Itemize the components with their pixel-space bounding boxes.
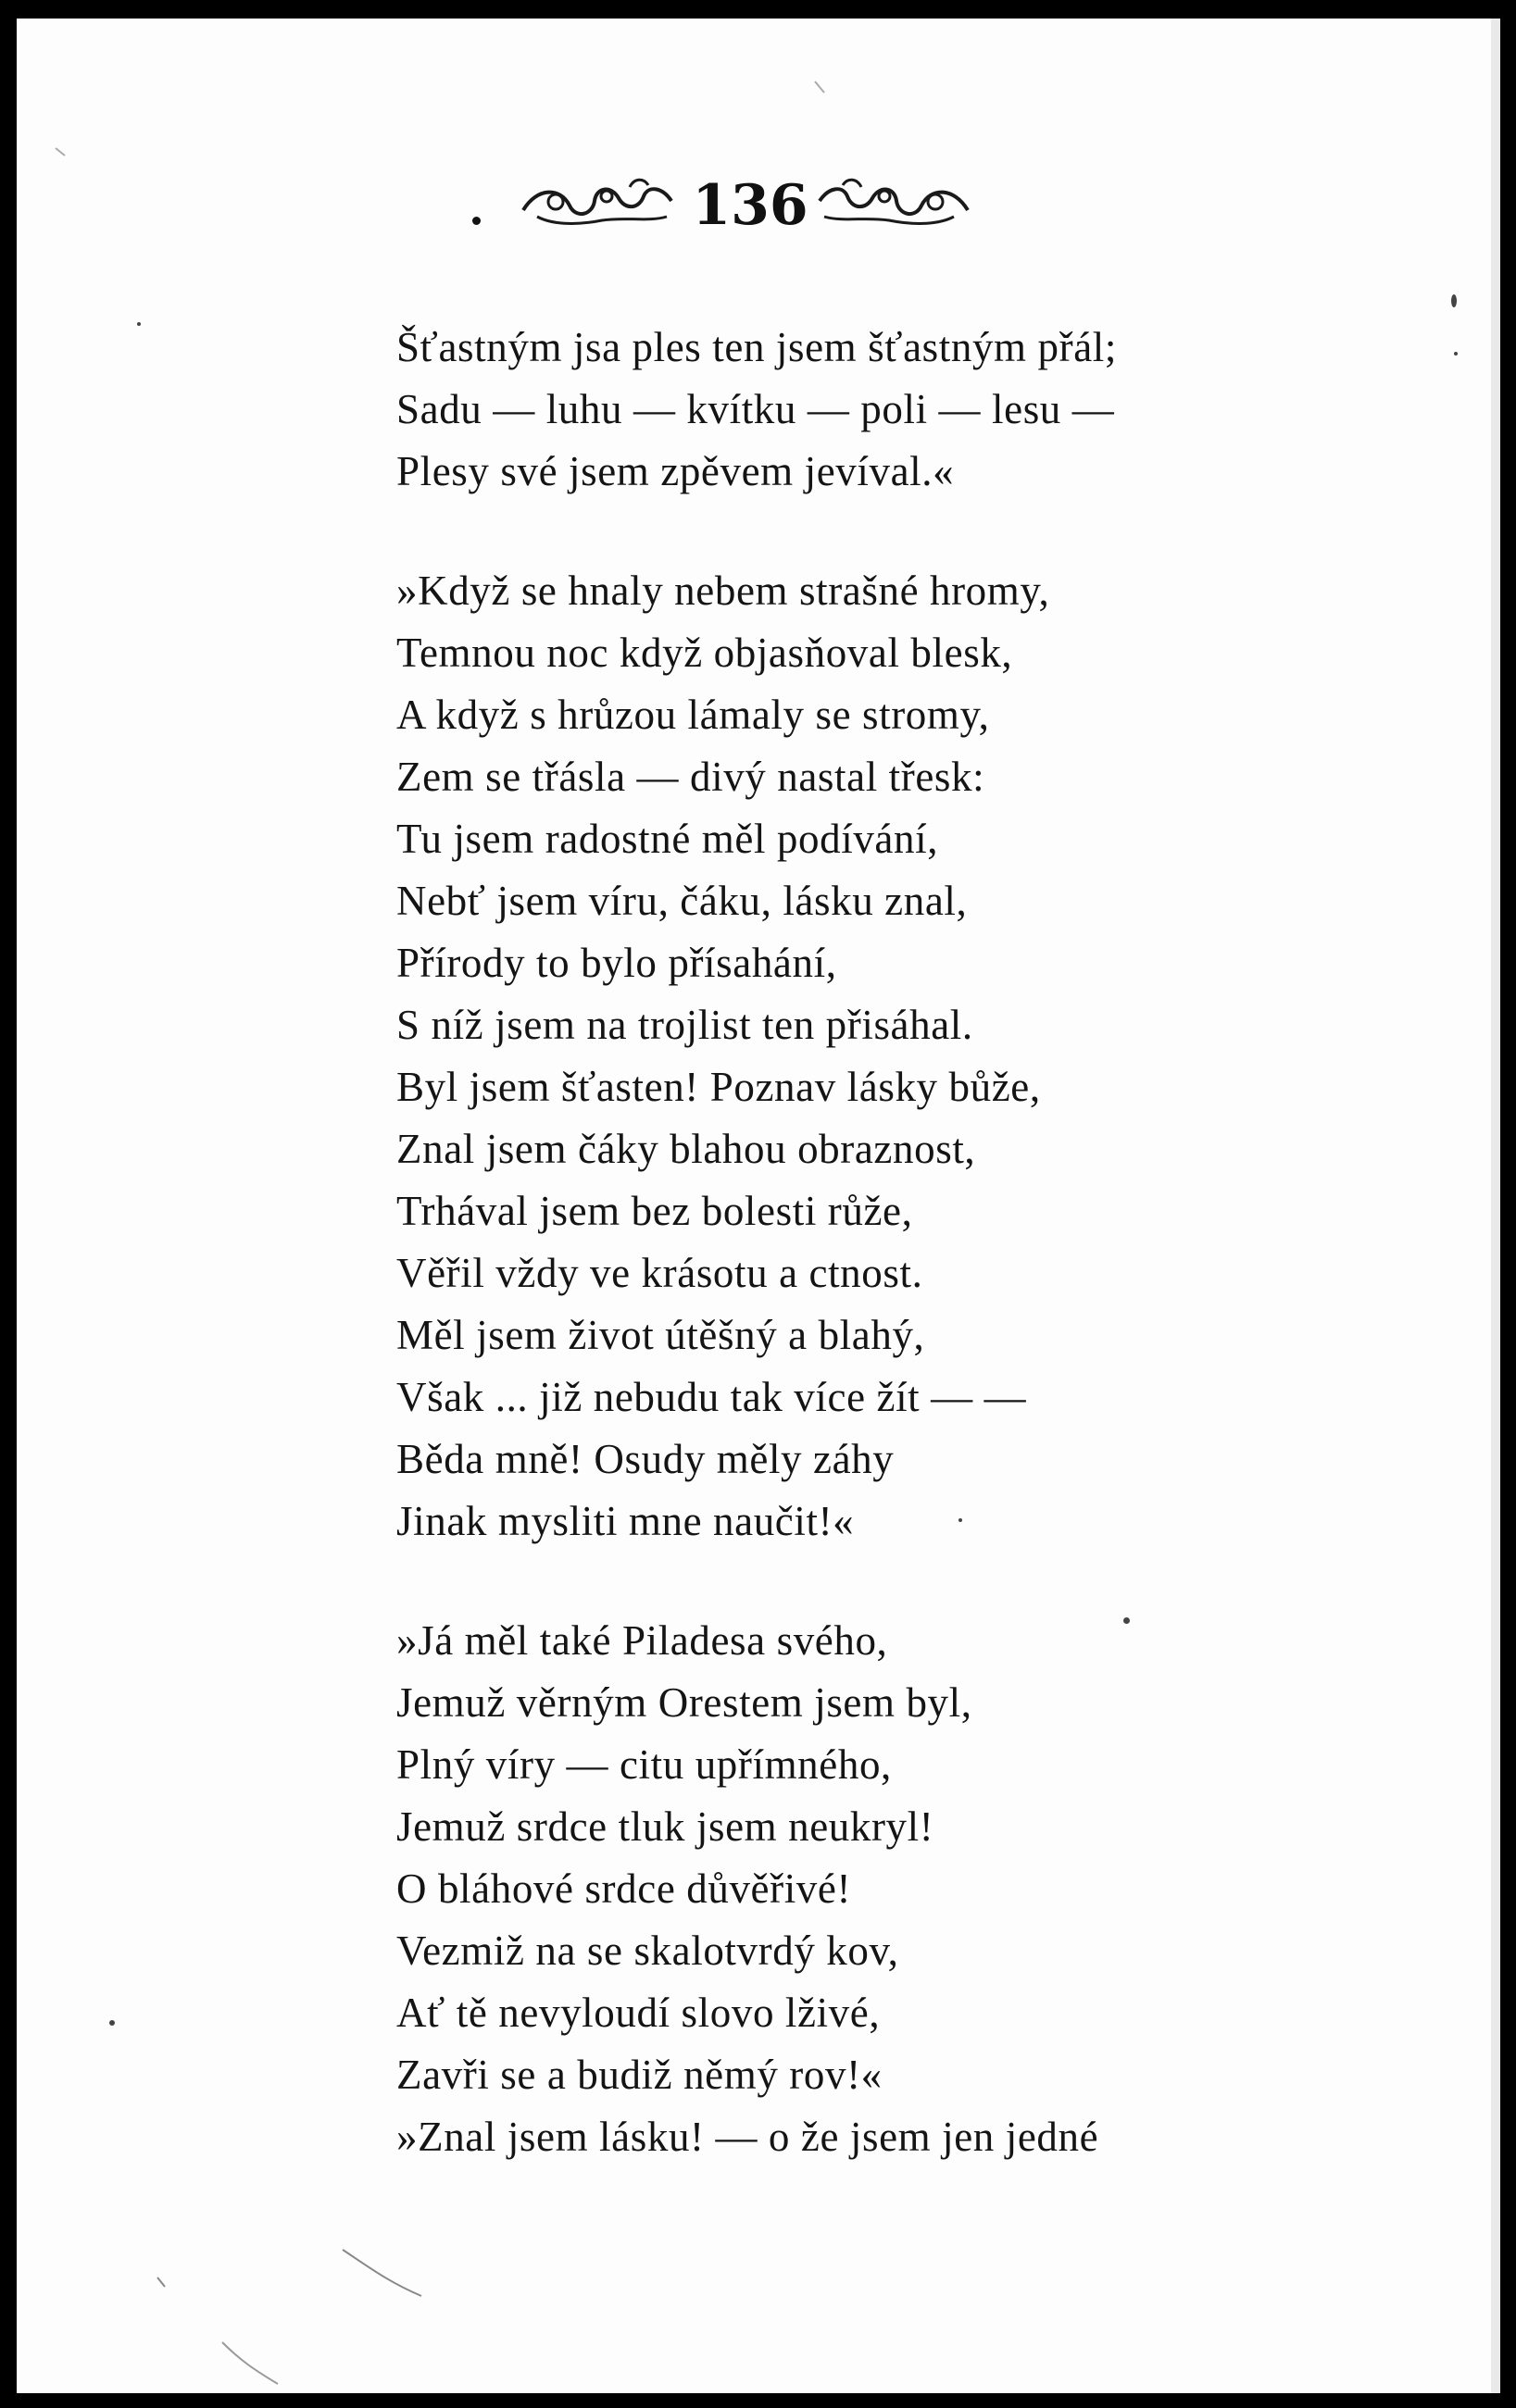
poem-line: »Znal jsem lásku! — o že jsem jen jedné [396, 2114, 1099, 2160]
poem-line: Běda mně! Osudy měly záhy [396, 1436, 895, 1482]
poem-line: Šťastným jsa ples ten jsem šťastným přál; [396, 324, 1117, 370]
poem-line: Jemuž srdce tluk jsem neukryl! [396, 1803, 934, 1850]
poem-line: Však ... již nebudu tak více žít — — [396, 1374, 1027, 1420]
poem-line: S níž jsem na trojlist ten přisáhal. [396, 1002, 973, 1048]
poem-line: O bláhové srdce důvěřivé! [396, 1865, 852, 1912]
page-number: 136 [692, 173, 808, 238]
poem-line: Znal jsem čáky blahou obraznost, [396, 1126, 976, 1172]
poem-line: Plný víry — citu upřímného, [396, 1741, 892, 1788]
poem-line: Byl jsem šťasten! Poznav lásky bůže, [396, 1064, 1041, 1110]
poem-line: »Já měl také Piladesa svého, [396, 1617, 888, 1664]
poem-line: Vezmiž na se skalotvrdý kov, [396, 1928, 899, 1974]
poem-line: Ať tě nevyloudí slovo lživé, [396, 1990, 881, 2036]
poem-line: Temnou noc když objasňoval blesk, [396, 630, 1013, 676]
poem-line: Jinak mysliti mne naučit!« [396, 1498, 855, 1544]
poem-line: Nebť jsem víru, čáku, lásku znal, [396, 878, 968, 924]
poem-line: A když s hrůzou lámaly se stromy, [396, 692, 990, 738]
poem-line: Zem se třásla — divý nastal třesk: [396, 754, 985, 800]
poem-line: Věřil vždy ve krásotu a ctnost. [396, 1250, 923, 1296]
poem-line: Zavři se a budiž němý rov!« [396, 2052, 883, 2098]
poem-line: Přírody to bylo přísahání, [396, 940, 837, 986]
poem-line: Trhával jsem bez bolesti růže, [396, 1188, 913, 1234]
poem-line: Měl jsem život útěšný a blahý, [396, 1312, 925, 1358]
poem-line: »Když se hnaly nebem strašné hromy, [396, 568, 1050, 614]
poem-line: Jemuž věrným Orestem jsem byl, [396, 1679, 972, 1726]
poem-line: Sadu — luhu — kvítku — poli — lesu — [396, 386, 1115, 432]
poem-line: Plesy své jsem zpěvem jevíval.« [396, 448, 955, 494]
poem-line: Tu jsem radostné měl podívání, [396, 816, 939, 862]
